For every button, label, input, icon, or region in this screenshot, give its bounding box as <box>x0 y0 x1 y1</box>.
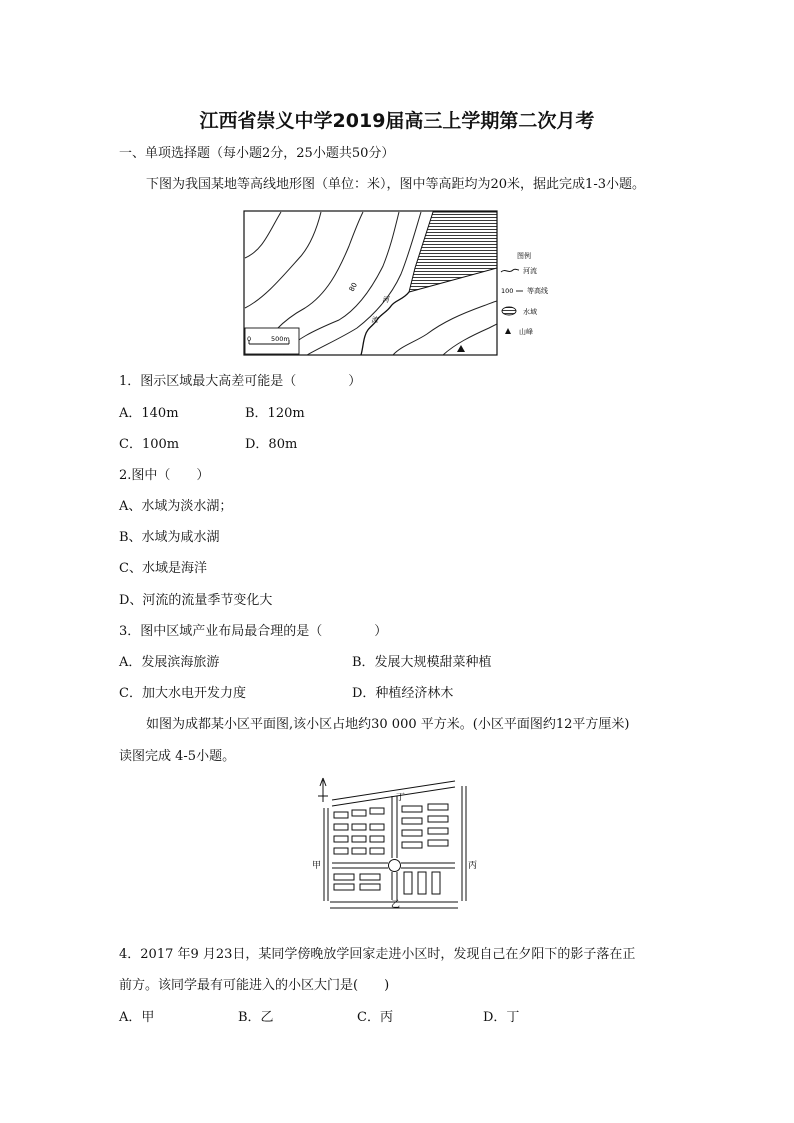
gate-north-label: 丁 <box>396 793 406 803</box>
legend-water: 水域 <box>523 308 537 316</box>
residential-plan-figure <box>310 776 480 921</box>
question-2-option-d: D、河流的流量季节变化大 <box>119 593 273 608</box>
question-1-option-c: C．100m <box>119 437 180 452</box>
question-2-option-b: B、水域为咸水湖 <box>119 530 220 545</box>
question-3-option-d: D．种植经济林木 <box>352 686 454 701</box>
scale-label: 500m <box>271 335 290 343</box>
question-1-option-a: A．140m <box>119 406 179 421</box>
gate-west-label: 甲 <box>312 861 322 871</box>
question-3-option-a: A．发展滨海旅游 <box>119 655 220 670</box>
legend-peak: 山峰 <box>519 328 533 336</box>
question-intro: 下图为我国某地等高线地形图（单位：米），图中等高距均为20米，据此完成1-3小题。 <box>146 177 645 192</box>
contour-map-figure <box>243 210 568 358</box>
question-4-option-c: C．丙 <box>357 1010 393 1025</box>
building-blocks <box>334 804 448 894</box>
roundabout <box>389 860 401 872</box>
question-1-option-d: D．80m <box>245 437 298 452</box>
legend-river: 河流 <box>523 267 537 275</box>
question-3-option-b: B．发展大规模甜菜种植 <box>352 655 492 670</box>
gate-east-label: 丙 <box>468 861 478 871</box>
legend-peak-icon <box>505 328 511 334</box>
question-2-stem: 2.图中（ ） <box>119 468 210 483</box>
legend-title: 图例 <box>517 252 531 260</box>
contour-label: 80 <box>347 281 359 293</box>
legend-contour-value: 100 <box>501 287 514 295</box>
question-4-option-d: D．丁 <box>483 1010 520 1025</box>
gate-south-label: 乙 <box>391 900 401 910</box>
question-4-option-a: A．甲 <box>119 1010 155 1025</box>
question-3-stem: 3．图中区域产业布局最合理的是（ ） <box>119 624 388 639</box>
legend-water-icon <box>502 307 516 315</box>
question-2-option-a: A、水域为淡水湖； <box>119 499 233 514</box>
question-4-stem: 4．2017 年9 月23日，某同学傍晚放学回家走进小区时，发现自己在夕阳下的影子落在正 <box>119 947 636 962</box>
legend-contour: 等高线 <box>527 287 548 295</box>
question-1-option-b: B．120m <box>245 406 305 421</box>
question-1-stem: 1．图示区域最大高差可能是（ ） <box>119 374 362 389</box>
page-title: 江西省崇义中学2019届高三上学期第二次月考 <box>199 110 595 132</box>
river-label-1: 河 <box>382 296 389 304</box>
scale-zero: 0 <box>247 335 252 343</box>
question-4-stem-continued: 前方。该同学最有可能进入的小区大门是( ) <box>119 978 390 993</box>
section-heading: 一、单项选择题（每小题2分，25小题共50分） <box>119 146 395 161</box>
question-3-option-c: C．加大水电开发力度 <box>119 686 246 701</box>
legend-river-icon <box>501 269 519 272</box>
question-2-option-c: C、水域是海洋 <box>119 561 207 576</box>
river-label-2: 流 <box>371 316 378 324</box>
question-intro-2-continued: 读图完成 4-5小题。 <box>119 749 236 764</box>
question-intro-2: 如图为成都某小区平面图,该小区占地约30 000 平方米。(小区平面图约12平方厘米) <box>146 717 630 732</box>
question-4-option-b: B．乙 <box>238 1010 274 1025</box>
